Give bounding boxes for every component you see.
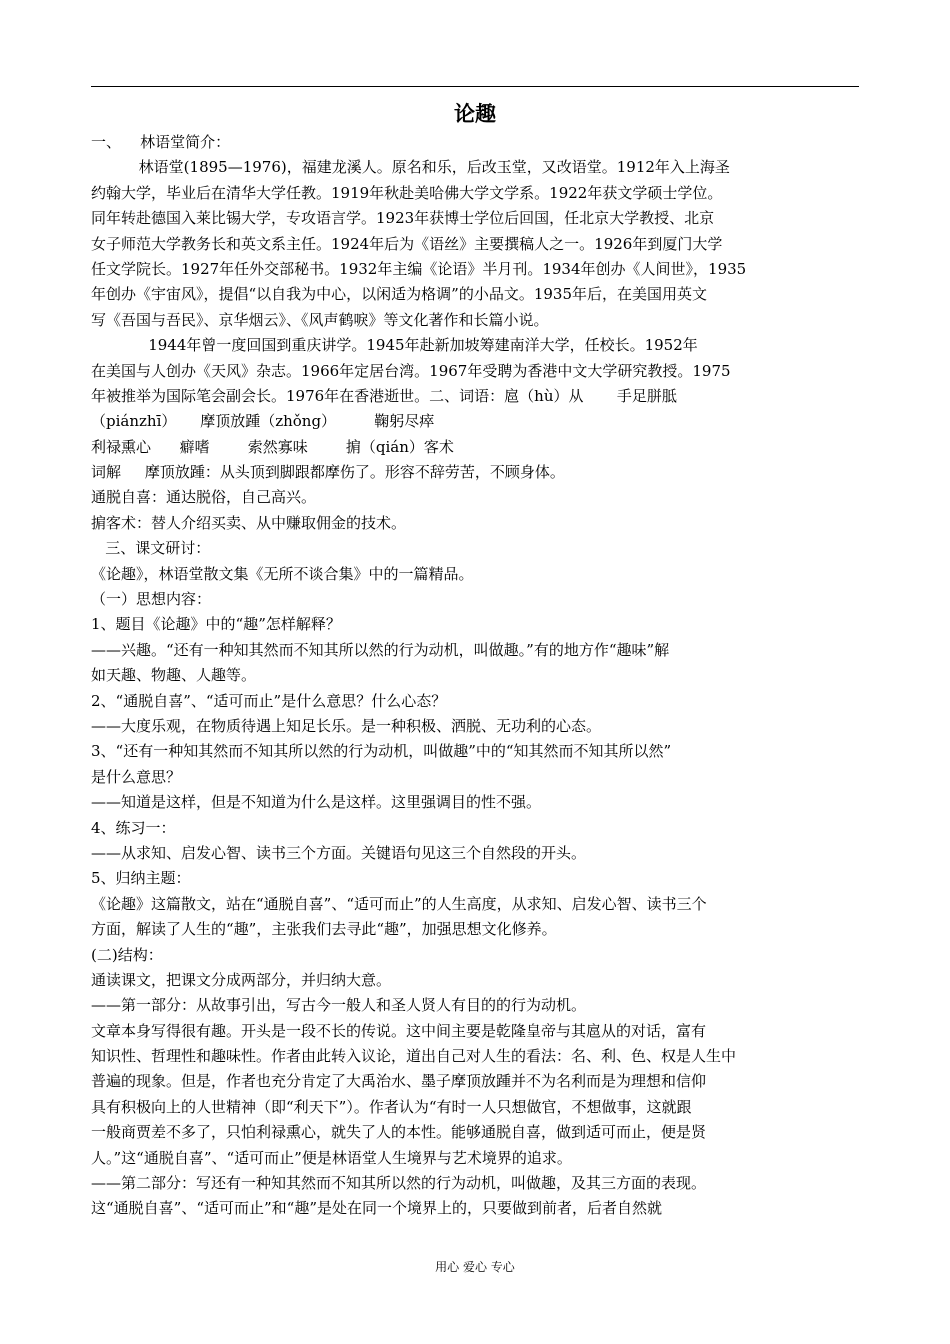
- text-line: ——大度乐观，在物质待遇上知足长乐。是一种积极、洒脱、无功利的心态。: [91, 716, 602, 735]
- text-line: 1、题目《论趣》中的“趣”怎样解释？: [91, 615, 341, 634]
- header-rule: [91, 86, 859, 87]
- text-line: 方面，解读了人生的“趣”，主张我们去寻此“趣”，加强思想文化修养。: [91, 920, 557, 939]
- text-line: 一、 林语堂简介：: [91, 133, 231, 151]
- text-line: 《论趣》，林语堂散文集《无所不谈合集》中的一篇精品。: [91, 564, 474, 583]
- article-body: [91, 130, 863, 1222]
- text-line: 知识性、哲理性和趣味性。作者由此转入议论，道出自己对人生的看法：名、利、色、权是人生中: [91, 1047, 737, 1066]
- text-line: 具有积极向上的人世精神（即“利天下”）。作者认为“有时一人只想做官，不想做事，这就跟: [91, 1097, 692, 1116]
- text-line: 年被推举为国际笔会副会长。1976年在香港逝世。二、词语：扈（hù）从 手足胼胝: [91, 386, 677, 405]
- text-line: 林语堂(1895—1976)，福建龙溪人。原名和乐，后改玉堂，又改语堂。1912年入上海圣: [91, 158, 730, 177]
- text-line: 如天趣、物趣、人趣等。: [91, 666, 257, 685]
- text-line: 写《吾国与吾民》、京华烟云》、《风声鹤唳》等文化著作和长篇小说。: [91, 310, 549, 329]
- text-line: （一）思想内容：: [91, 590, 212, 609]
- page-footer: 用心 爱心 专心: [435, 1260, 515, 1274]
- text-line: 女子师范大学教务长和英文系主任。1924年后为《语丝》主要撰稿人之一。1926年到厦门大学: [91, 234, 723, 253]
- text-line: 通读课文，把课文分成两部分，并归纳大意。: [91, 970, 392, 989]
- text-line: 利禄熏心 癖嗜 索然寡味 掮（qián）客术: [91, 437, 454, 456]
- text-line: 这“通脱自喜”、“适可而止”和“趣”是处在同一个境界上的，只要做到前者，后者自然就: [91, 1199, 663, 1218]
- text-line: 5、归纳主题：: [91, 869, 191, 888]
- text-line: 人。”这“通脱自喜”、“适可而止”便是林语堂人生境界与艺术境界的追求。: [91, 1148, 572, 1167]
- text-line: ——从求知、启发心智、读书三个方面。关键语句见这三个自然段的开头。: [91, 843, 587, 862]
- text-line: ——知道是这样，但是不知道为什么是这样。这里强调目的性不强。: [91, 793, 542, 812]
- text-line: 约翰大学，毕业后在清华大学任教。1919年秋赴美哈佛大学文学系。1922年获文学硕士学位。: [91, 183, 723, 202]
- text-line: 《论趣》这篇散文，站在“通脱自喜”、“适可而止”的人生高度，从求知、启发心智、读书三个: [91, 894, 707, 913]
- text-line: (二)结构：: [91, 945, 163, 964]
- text-line: 任文学院长。1927年任外交部秘书。1932年主编《论语》半月刊。1934年创办《人间世》，1935: [91, 259, 747, 278]
- text-line: （piánzhī） 摩顶放踵（zhǒng） 鞠躬尽瘁: [91, 412, 435, 431]
- text-line: 词解 摩顶放踵：从头顶到脚跟都摩伤了。形容不辞劳苦，不顾身体。: [91, 463, 565, 482]
- text-line: 同年转赴德国入莱比锡大学，专攻语言学。1923年获博士学位后回国，任北京大学教授、北京: [91, 209, 715, 228]
- text-line: 文章本身写得很有趣。开头是一段不长的传说。这中间主要是乾隆皇帝与其扈从的对话，富有: [91, 1021, 707, 1040]
- text-line: ——第二部分：写还有一种知其然而不知其所以然的行为动机，叫做趣，及其三方面的表现。: [91, 1174, 707, 1193]
- text-line: 1944年曾一度回国到重庆讲学。1945年赴新加坡筹建南洋大学，任校长。1952年: [91, 336, 698, 355]
- text-line: 在美国与人创办《天风》杂志。1966年定居台湾。1967年受聘为香港中文大学研究教授。1975: [91, 361, 731, 380]
- text-line: ——兴趣。“还有一种知其然而不知其所以然的行为动机，叫做趣。”有的地方作“趣味”解: [91, 640, 670, 659]
- text-line: 一般商贾差不多了，只怕利禄熏心，就失了人的本性。能够通脱自喜，做到适可而止，便是贤: [91, 1123, 707, 1142]
- text-line: 4、练习一：: [91, 818, 176, 837]
- text-line: 通脱自喜：通达脱俗，自己高兴。: [91, 488, 317, 507]
- text-line: 3、“还有一种知其然而不知其所以然的行为动机，叫做趣”中的“知其然而不知其所以然”: [91, 742, 672, 761]
- text-line: ——第一部分：从故事引出，写古今一般人和圣人贤人有目的的行为动机。: [91, 996, 587, 1015]
- page-title: 论趣: [454, 102, 496, 126]
- text-line: 掮客术：替人介绍买卖、从中赚取佣金的技术。: [91, 513, 407, 532]
- text-line: 年创办《宇宙风》，提倡“以自我为中心，以闲适为格调”的小品文。1935年后，在美国用英文: [91, 285, 708, 304]
- text-line: 是什么意思？: [91, 767, 182, 786]
- text-line: 2、“通脱自喜”、“适可而止”是什么意思？什么心态？: [91, 691, 447, 710]
- text-line: 普遍的现象。但是，作者也充分肯定了大禹治水、墨子摩顶放踵并不为名利而是为理想和信仰: [91, 1072, 707, 1091]
- text-line: 三、课文研讨：: [91, 539, 211, 558]
